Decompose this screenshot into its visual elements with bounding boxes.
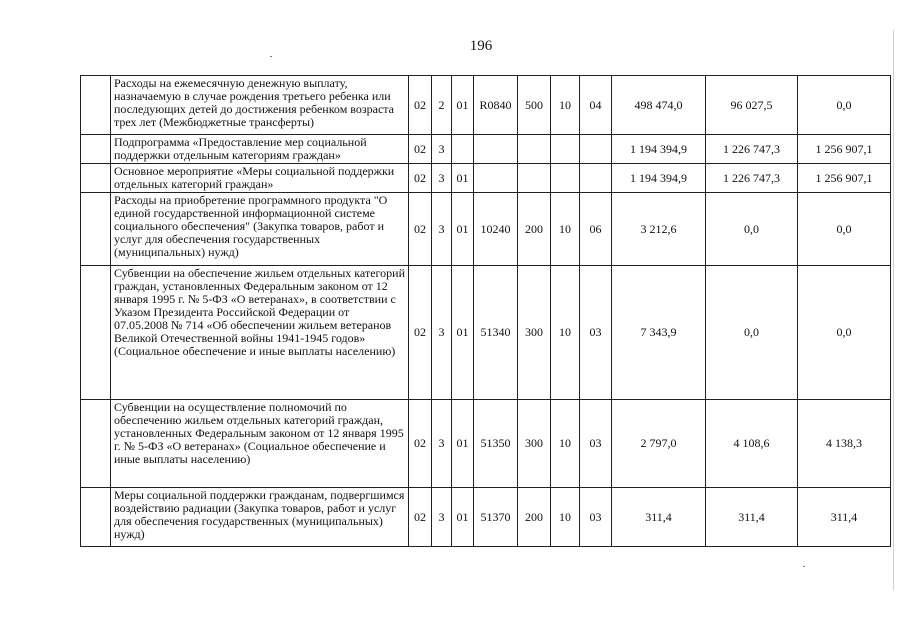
amount-year3-cell: 0,0: [798, 193, 891, 266]
event-code-cell: 01: [452, 76, 474, 135]
section-code-cell: 10: [551, 193, 580, 266]
subsection-code-cell: 06: [580, 193, 612, 266]
amount-year2-cell: 0,0: [706, 193, 798, 266]
scan-speck: [803, 566, 805, 567]
program-code-cell: 02: [409, 488, 432, 547]
amount-year1-cell: 2 797,0: [612, 400, 706, 488]
event-code-cell: 01: [452, 488, 474, 547]
table-row: [81, 266, 891, 400]
description-cell: Субвенции на осуществление полномочий по обеспечению жильем отдельных категорий граждан, установленных Федеральным законом от 12 января 1995 г. № 5-ФЗ «О ветеранах» (Социальное обеспечение и иные выплаты населению): [111, 400, 409, 488]
subsection-code-cell: 03: [580, 488, 612, 547]
direction-code-cell: 51340: [474, 266, 518, 400]
section-code-cell: 10: [551, 266, 580, 400]
program-code-cell: 02: [409, 400, 432, 488]
row-number-cell: [81, 266, 111, 400]
amount-year1-cell: 498 474,0: [612, 76, 706, 135]
section-code-cell: [551, 164, 580, 193]
amount-year2-cell: 1 226 747,3: [706, 135, 798, 164]
amount-year2-cell: 4 108,6: [706, 400, 798, 488]
amount-year2-cell: 1 226 747,3: [706, 164, 798, 193]
subsection-code-cell: 04: [580, 76, 612, 135]
expense-type-cell: 300: [518, 400, 551, 488]
scan-edge-line: [893, 30, 894, 590]
subprogram-code-cell: 3: [432, 266, 452, 400]
expense-type-cell: 200: [518, 193, 551, 266]
amount-year3-cell: 311,4: [798, 488, 891, 547]
row-number-cell: [81, 135, 111, 164]
amount-year1-cell: 1 194 394,9: [612, 135, 706, 164]
table-row: [81, 164, 891, 193]
row-number-cell: [81, 164, 111, 193]
budget-table: [80, 75, 891, 547]
subsection-code-cell: [580, 164, 612, 193]
subsection-code-cell: 03: [580, 400, 612, 488]
section-code-cell: [551, 135, 580, 164]
section-code-cell: 10: [551, 400, 580, 488]
direction-code-cell: 51350: [474, 400, 518, 488]
scan-speck: [270, 56, 272, 57]
subprogram-code-cell: 3: [432, 135, 452, 164]
amount-year3-cell: 1 256 907,1: [798, 135, 891, 164]
direction-code-cell: [474, 164, 518, 193]
program-code-cell: 02: [409, 193, 432, 266]
description-cell: Подпрограмма «Предоставление мер социальной поддержки отдельным категориям граждан»: [111, 135, 409, 164]
table-row: [81, 193, 891, 266]
description-cell: Расходы на ежемесячную денежную выплату, назначаемую в случае рождения третьего ребенка или последующих детей до достижения ребенком возраста трех лет (Межбюджетные трансферты): [111, 76, 409, 135]
program-code-cell: 02: [409, 76, 432, 135]
description-cell: Меры социальной поддержки гражданам, подвергшимся воздействию радиации (Закупка товаров, работ и услуг для обеспечения государственных (муниципальных) нужд): [111, 488, 409, 547]
table-row: [81, 488, 891, 547]
row-number-cell: [81, 400, 111, 488]
page-number: 196: [469, 38, 493, 54]
expense-type-cell: [518, 164, 551, 193]
direction-code-cell: 51370: [474, 488, 518, 547]
event-code-cell: 01: [452, 266, 474, 400]
description-cell: Расходы на приобретение программного продукта "О единой государственной информационной системе социального обеспечения" (Закупка товаров, работ и услуг для обеспечения государственных (муниципальных) нужд): [111, 193, 409, 266]
amount-year2-cell: 96 027,5: [706, 76, 798, 135]
budget-table-body: [81, 76, 891, 547]
subprogram-code-cell: 3: [432, 400, 452, 488]
expense-type-cell: 500: [518, 76, 551, 135]
amount-year3-cell: 0,0: [798, 266, 891, 400]
subsection-code-cell: 03: [580, 266, 612, 400]
amount-year1-cell: 7 343,9: [612, 266, 706, 400]
subprogram-code-cell: 3: [432, 488, 452, 547]
event-code-cell: [452, 135, 474, 164]
amount-year1-cell: 3 212,6: [612, 193, 706, 266]
row-number-cell: [81, 488, 111, 547]
program-code-cell: 02: [409, 266, 432, 400]
event-code-cell: 01: [452, 193, 474, 266]
subprogram-code-cell: 3: [432, 164, 452, 193]
direction-code-cell: R0840: [474, 76, 518, 135]
event-code-cell: 01: [452, 400, 474, 488]
table-row: [81, 135, 891, 164]
expense-type-cell: 300: [518, 266, 551, 400]
table-row: [81, 400, 891, 488]
amount-year3-cell: 0,0: [798, 76, 891, 135]
subsection-code-cell: [580, 135, 612, 164]
amount-year2-cell: 0,0: [706, 266, 798, 400]
description-cell: Основное мероприятие «Меры социальной поддержки отдельных категорий граждан»: [111, 164, 409, 193]
event-code-cell: 01: [452, 164, 474, 193]
row-number-cell: [81, 76, 111, 135]
direction-code-cell: 10240: [474, 193, 518, 266]
amount-year3-cell: 4 138,3: [798, 400, 891, 488]
section-code-cell: 10: [551, 488, 580, 547]
direction-code-cell: [474, 135, 518, 164]
row-number-cell: [81, 193, 111, 266]
expense-type-cell: [518, 135, 551, 164]
amount-year3-cell: 1 256 907,1: [798, 164, 891, 193]
amount-year1-cell: 311,4: [612, 488, 706, 547]
expense-type-cell: 200: [518, 488, 551, 547]
program-code-cell: 02: [409, 164, 432, 193]
program-code-cell: 02: [409, 135, 432, 164]
description-cell: Субвенции на обеспечение жильем отдельных категорий граждан, установленных Федеральным законом от 12 января 1995 г. № 5-ФЗ «О ветеранах», в соответствии с Указом Президента Российской Федерации от 07.05.2008 № 714 «Об обеспечении жильем ветеранов Великой Отечественной войны 1941-1945 годов» (Социальное обеспечение и иные выплаты населению): [111, 266, 409, 400]
amount-year2-cell: 311,4: [706, 488, 798, 547]
table-row: [81, 76, 891, 135]
subprogram-code-cell: 2: [432, 76, 452, 135]
amount-year1-cell: 1 194 394,9: [612, 164, 706, 193]
section-code-cell: 10: [551, 76, 580, 135]
subprogram-code-cell: 3: [432, 193, 452, 266]
